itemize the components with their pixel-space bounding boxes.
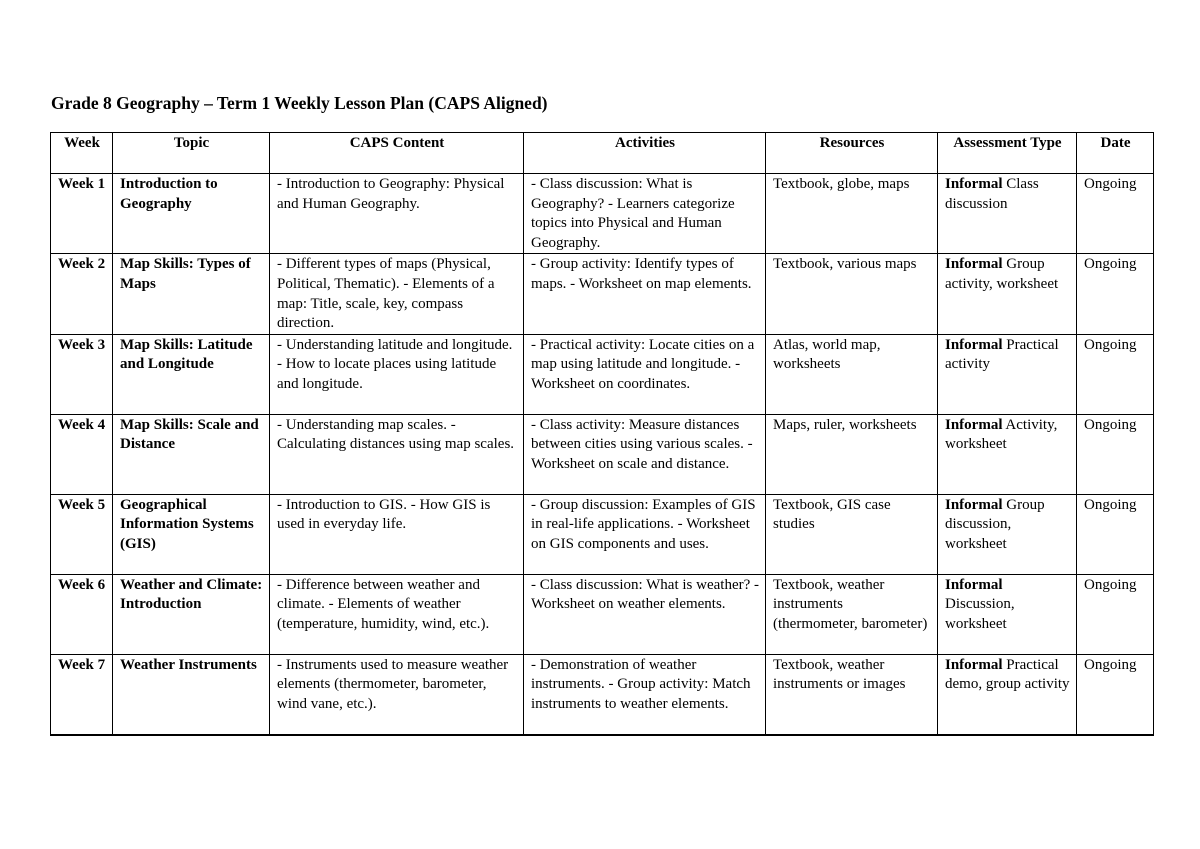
- week-cell: Week 5: [51, 494, 113, 574]
- assessment-type-label: Informal: [945, 336, 1003, 353]
- table-row: [51, 494, 1154, 574]
- assessment-cell: [938, 254, 1077, 334]
- assessment-cell: [938, 334, 1077, 414]
- table-row: [51, 574, 1154, 654]
- caps-content-cell: - Introduction to Geography: Physical and Human Geography.: [270, 174, 524, 254]
- header-resources: Resources: [766, 133, 938, 174]
- assessment-detail: Group discussion, worksheet: [945, 496, 1045, 552]
- activities-cell: - Group activity: Identify types of maps. - Worksheet on map elements.: [524, 254, 766, 334]
- topic-cell: Map Skills: Scale and Distance: [113, 414, 270, 494]
- header-activities: Activities: [524, 133, 766, 174]
- topic-cell: Map Skills: Latitude and Longitude: [113, 334, 270, 414]
- header-date: Date: [1077, 133, 1154, 174]
- table-row: [51, 654, 1154, 735]
- resources-cell: Atlas, world map, worksheets: [766, 334, 938, 414]
- activities-cell: - Demonstration of weather instruments. - Group activity: Match instruments to weather elements.: [524, 654, 766, 735]
- assessment-cell: [938, 654, 1077, 735]
- date-cell: Ongoing: [1077, 494, 1154, 574]
- activities-cell: - Class activity: Measure distances between cities using various scales. - Worksheet on scale and distance.: [524, 414, 766, 494]
- topic-cell: Weather Instruments: [113, 654, 270, 735]
- header-week: Week: [51, 133, 113, 174]
- week-cell: Week 6: [51, 574, 113, 654]
- caps-content-cell: - Instruments used to measure weather elements (thermometer, barometer, wind vane, etc.).: [270, 654, 524, 735]
- week-cell: Week 1: [51, 174, 113, 254]
- activities-cell: - Class discussion: What is weather? - Worksheet on weather elements.: [524, 574, 766, 654]
- week-cell: Week 2: [51, 254, 113, 334]
- resources-cell: Textbook, weather instruments or images: [766, 654, 938, 735]
- table-row: [51, 254, 1154, 334]
- table-header-row: [51, 133, 1154, 174]
- topic-cell: Introduction to Geography: [113, 174, 270, 254]
- assessment-cell: [938, 494, 1077, 574]
- date-cell: Ongoing: [1077, 414, 1154, 494]
- activities-cell: - Practical activity: Locate cities on a map using latitude and longitude. - Worksheet on coordinates.: [524, 334, 766, 414]
- assessment-detail: Practical activity: [945, 336, 1059, 373]
- activities-cell: - Group discussion: Examples of GIS in real-life applications. - Worksheet on GIS components and uses.: [524, 494, 766, 574]
- assessment-cell: [938, 174, 1077, 254]
- activities-cell: - Class discussion: What is Geography? - Learners categorize topics into Physical and Human Geography.: [524, 174, 766, 254]
- week-cell: Week 7: [51, 654, 113, 735]
- topic-cell: Geographical Information Systems (GIS): [113, 494, 270, 574]
- lesson-plan-table: [50, 132, 1154, 736]
- caps-content-cell: - Difference between weather and climate. - Elements of weather (temperature, humidity, wind, etc.).: [270, 574, 524, 654]
- table-row: [51, 334, 1154, 414]
- caps-content-cell: - Understanding map scales. - Calculating distances using map scales.: [270, 414, 524, 494]
- assessment-type-label: Informal: [945, 416, 1003, 433]
- resources-cell: Maps, ruler, worksheets: [766, 414, 938, 494]
- table-row: [51, 174, 1154, 254]
- assessment-detail: Activity, worksheet: [945, 416, 1058, 453]
- resources-cell: Textbook, weather instruments (thermometer, barometer): [766, 574, 938, 654]
- date-cell: Ongoing: [1077, 334, 1154, 414]
- topic-cell: Weather and Climate: Introduction: [113, 574, 270, 654]
- resources-cell: Textbook, various maps: [766, 254, 938, 334]
- week-cell: Week 3: [51, 334, 113, 414]
- assessment-detail: Practical demo, group activity: [945, 656, 1070, 693]
- assessment-type-label: Informal: [945, 496, 1003, 513]
- header-assessment-type: Assessment Type: [938, 133, 1077, 174]
- table-row: [51, 414, 1154, 494]
- caps-content-cell: - Understanding latitude and longitude. - How to locate places using latitude and longitude.: [270, 334, 524, 414]
- header-caps-content: CAPS Content: [270, 133, 524, 174]
- resources-cell: Textbook, globe, maps: [766, 174, 938, 254]
- document-title: Grade 8 Geography – Term 1 Weekly Lesson Plan (CAPS Aligned): [51, 93, 548, 113]
- date-cell: Ongoing: [1077, 574, 1154, 654]
- assessment-type-label: Informal: [945, 256, 1003, 273]
- assessment-detail: Group activity, worksheet: [945, 256, 1059, 292]
- header-topic: Topic: [113, 133, 270, 174]
- assessment-type-label: Informal: [945, 576, 1003, 593]
- date-cell: Ongoing: [1077, 254, 1154, 334]
- assessment-type-label: Informal: [945, 656, 1003, 673]
- caps-content-cell: - Introduction to GIS. - How GIS is used in everyday life.: [270, 494, 524, 574]
- topic-cell: Map Skills: Types of Maps: [113, 254, 270, 334]
- date-cell: Ongoing: [1077, 654, 1154, 735]
- assessment-detail: Class discussion: [945, 176, 1039, 212]
- assessment-cell: [938, 574, 1077, 654]
- caps-content-cell: - Different types of maps (Physical, Political, Thematic). - Elements of a map: Title, scale, key, compass direction.: [270, 254, 524, 334]
- assessment-cell: [938, 414, 1077, 494]
- date-cell: Ongoing: [1077, 174, 1154, 254]
- week-cell: Week 4: [51, 414, 113, 494]
- assessment-type-label: Informal: [945, 176, 1003, 192]
- resources-cell: Textbook, GIS case studies: [766, 494, 938, 574]
- assessment-detail: Discussion, worksheet: [945, 596, 1015, 632]
